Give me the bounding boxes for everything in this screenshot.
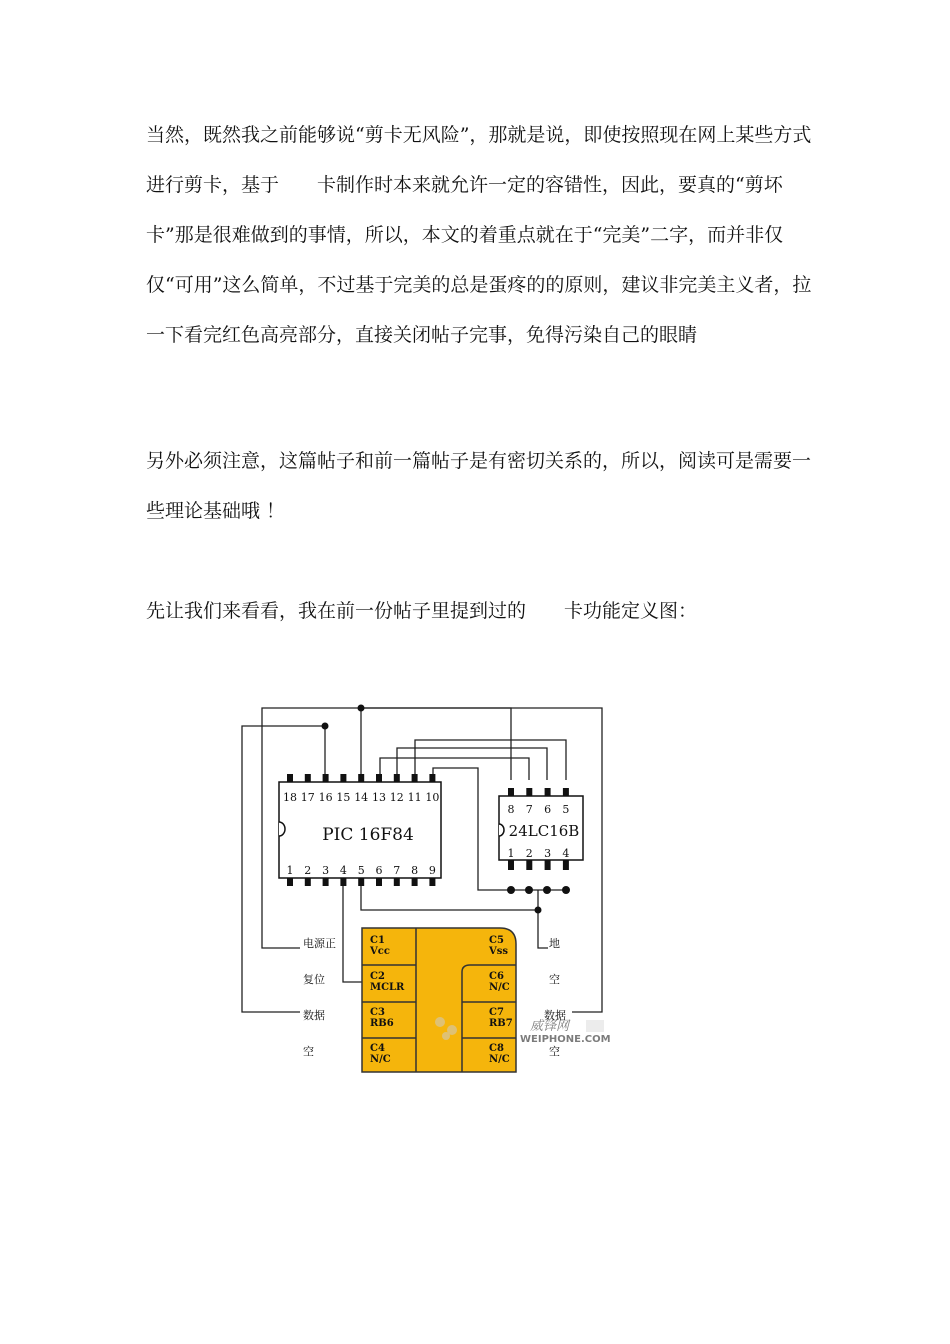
pic-pin-number: 12 [389, 791, 404, 804]
pic-pin-5 [358, 878, 364, 886]
eeprom-pin-3 [545, 860, 551, 870]
pic-pin-number: 2 [304, 864, 312, 877]
card-contact-label: 空 [549, 1045, 560, 1058]
pic-pin-number: 8 [411, 864, 419, 877]
pic-pin-9 [429, 878, 435, 886]
sim-card [362, 928, 611, 1072]
card-contact-name: RB6 [370, 1018, 394, 1029]
eeprom-pin-2 [526, 860, 532, 870]
watermark-text: 威锋网 [530, 1019, 570, 1034]
pic-pin-13 [376, 774, 382, 782]
eeprom-pin-number: 6 [544, 803, 552, 816]
pic-pin-7 [394, 878, 400, 886]
pic-pin-16 [323, 774, 329, 782]
pic-pin-10 [429, 774, 435, 782]
pic-pin-1 [287, 878, 293, 886]
pic-pin-17 [305, 774, 311, 782]
pic-pin-number: 14 [354, 791, 369, 804]
card-contact-name: RB7 [489, 1018, 513, 1029]
card-contact-label: 空 [303, 1045, 314, 1058]
pic-pin-number: 5 [357, 864, 365, 877]
card-contact-label: 地 [549, 937, 560, 950]
card-contact-code: C3 [370, 1007, 385, 1018]
card-contact-label: 电源正 [303, 937, 336, 950]
card-contact-code: C1 [370, 935, 385, 946]
pic-pin-number: 7 [393, 864, 401, 877]
eeprom-pin-number: 8 [507, 803, 515, 816]
pic-pin-8 [412, 878, 418, 886]
card-contact-name: MCLR [370, 982, 405, 993]
pic-chip-label: PIC 16F84 [322, 825, 414, 845]
eeprom-pin-number: 7 [525, 803, 533, 816]
pic-pin-18 [287, 774, 293, 782]
card-contact-code: C4 [370, 1043, 385, 1054]
eeprom-pin-7 [526, 788, 532, 796]
eeprom-pin-6 [545, 788, 551, 796]
card-contact-code: C5 [489, 935, 504, 946]
pic-pin-number: 13 [372, 791, 386, 804]
pic-pin-number: 16 [318, 791, 333, 804]
card-contact-code: C7 [489, 1007, 504, 1018]
notice-paragraph: 另外必须注意，这篇帖子和前一篇帖子是有密切关系的，所以，阅读可是需要一些理论基础哦 ！ [146, 450, 812, 522]
card-contact-label: 数据 [303, 1009, 325, 1022]
pic-pin-15 [340, 774, 346, 782]
pic-pin-number: 6 [375, 864, 383, 877]
eeprom-chip-label: 24LC16B [508, 822, 580, 840]
intro-paragraph: 当然，既然我之前能够说“剪卡无风险”，那就是说，即使按照现在网上某些方式进行剪卡，基于 卡制作时本来就允许一定的容错性，因此，要真的“剪坏卡”那是很难做到的事情，所以，本文的着重点就在于“完美”二字，而并非仅仅“可用”这么简单，不过基于完美的总是蛋疼的的原则，建议非完美主义者，拉一下看完红色高亮部分，直接关闭帖子完事，免得污染自己的眼睛 [146, 124, 812, 346]
pic-pin-number: 3 [322, 864, 330, 877]
pic-pin-number: 4 [339, 864, 347, 877]
card-contact-label: 数据 [544, 1009, 566, 1022]
eeprom-pin-number: 4 [562, 847, 570, 860]
pic-pin-number: 18 [283, 791, 297, 804]
pic-pin-12 [394, 774, 400, 782]
card-contact-name: N/C [489, 1054, 510, 1065]
pic-pin-number: 1 [286, 864, 294, 877]
pic-pin-number: 9 [428, 864, 436, 877]
eeprom-chip [499, 788, 583, 870]
card-contact-name: N/C [370, 1054, 391, 1065]
pic-pin-14 [358, 774, 364, 782]
card-contact-label: 空 [549, 973, 560, 986]
pic-pin-number: 11 [407, 791, 422, 804]
eeprom-pin-number: 5 [562, 803, 570, 816]
pic-pin-number: 15 [336, 791, 351, 804]
eeprom-pin-number: 2 [525, 847, 533, 860]
card-contact-name: Vss [489, 946, 509, 957]
eeprom-pin-1 [508, 860, 514, 870]
card-contact-name: N/C [489, 982, 510, 993]
pic-pin-2 [305, 878, 311, 886]
pic-pin-4 [340, 878, 346, 886]
card-contact-code: C8 [489, 1043, 504, 1054]
card-contact-code: C6 [489, 971, 504, 982]
card-contact-code: C2 [370, 971, 385, 982]
eeprom-pin-4 [563, 860, 569, 870]
pic-pin-number: 10 [425, 791, 440, 804]
eeprom-pin-8 [508, 788, 514, 796]
card-contact-name: Vcc [370, 946, 390, 957]
pic-pin-3 [323, 878, 329, 886]
pic-pin-6 [376, 878, 382, 886]
eeprom-pin-number: 1 [507, 847, 515, 860]
diagram-intro-paragraph: 先让我们来看看，我在前一份帖子里提到过的 卡功能定义图： [146, 600, 698, 622]
eeprom-pin-5 [563, 788, 569, 796]
watermark-subtext: WEIPHONE.COM [520, 1034, 611, 1045]
card-contact-label: 复位 [303, 973, 325, 986]
pic-pin-11 [412, 774, 418, 782]
eeprom-pin-number: 3 [544, 847, 552, 860]
pic-chip [279, 774, 441, 886]
pic-pin-number: 17 [300, 791, 315, 804]
